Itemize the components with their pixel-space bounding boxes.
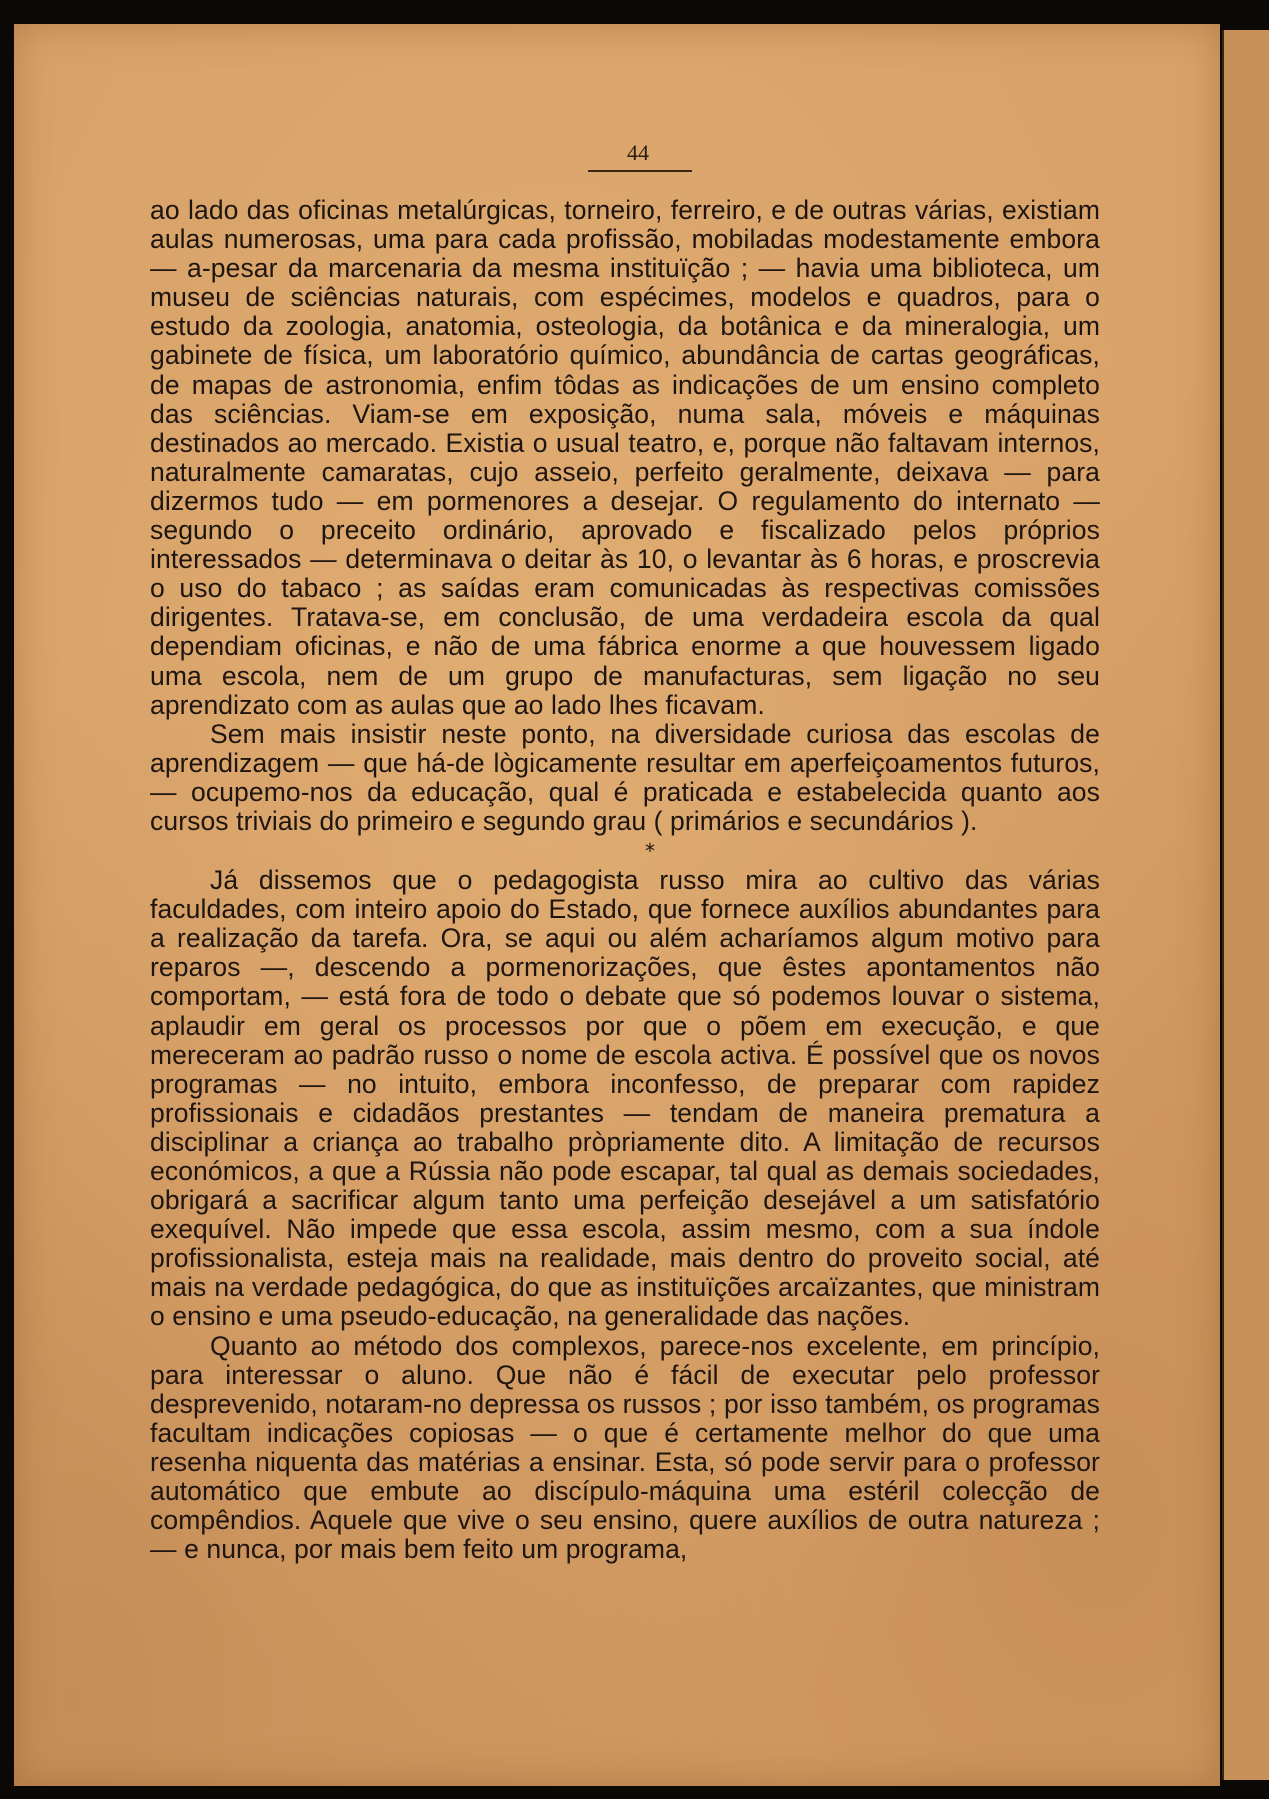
adjacent-page-edge <box>1222 30 1269 1780</box>
page-number-rule <box>588 170 692 172</box>
page-number: 44 <box>627 140 649 165</box>
body-text <box>150 196 1100 1564</box>
section-divider-asterisk: * <box>644 839 656 864</box>
paragraph-1: ao lado das oficinas metalúrgicas, torneiro, ferreiro, e de outras várias, existiam aulas numerosas, uma para cada profissão, mobiladas modestamente embora — a-pesar da marcenaria da mesma instituïção ; — havia uma biblioteca, um museu de sciências naturais, com espécimes, modelos e quadros, para o estudo da zoologia, anatomia, osteologia, da botânica e da mineralogia, um gabinete de física, um laboratório químico, abundância de cartas geográficas, de mapas de astronomia, enfim tôdas as indicações de um ensino completo das sciências. Viam-se em exposição, numa sala, móveis e máquinas destinados ao mercado. Existia o usual teatro, e, porque não faltavam internos, naturalmente camaratas, cujo asseio, perfeito geralmente, deixava — para dizermos tudo — em pormenores a desejar. O regulamento do internato — segundo o preceito ordinário, aprovado e fiscalizado pelos próprios interessados — determinava o deitar às 10, o levantar às 6 horas, e proscrevia o uso do tabaco ; as saídas eram comunicadas às respectivas comissões dirigentes. Tratava-se, em conclusão, de uma verdadeira escola da qual dependiam oficinas, e não de uma fábrica enorme a que houvessem ligado uma escola, nem de um grupo de manufacturas, sem ligação no seu aprendizato com as aulas que ao lado lhes ficavam. <box>150 195 1100 720</box>
paragraph-4: Quanto ao método dos complexos, parece-nos excelente, em princípio, para interessar o aluno. Que não é fácil de executar pelo professor desprevenido, notaram-no depressa os russos ; por isso também, os programas facultam indicações copiosas — o que é certamente melhor do que uma resenha niquenta das matérias a ensinar. Esta, só pode servir para o professor automático que embute ao discípulo-máquina uma estéril colecção de compêndios. Aquele que vive o seu ensino, quere auxílios de outra natureza ; — e nunca, por mais bem feito um programa, <box>150 1330 1100 1565</box>
paragraph-3: Já dissemos que o pedagogista russo mira ao cultivo das várias faculdades, com inteiro apoio do Estado, que fornece auxílios abundantes para a realização da tarefa. Ora, se aqui ou além acharíamos algum motivo para reparos —, descendo a pormenorizações, que êstes apontamentos não comportam, — está fora de todo o debate que só podemos louvar o sistema, aplaudir em geral os processos por que o põem em execução, e que mereceram ao padrão russo o nome de escola activa. É possível que os novos programas — no intuito, embora inconfesso, de preparar com rapidez profissionais e cidadãos prestantes — tendam de maneira prematura a disciplinar a criança ao trabalho pròpriamente dito. A limitação de recursos económicos, a que a Rússia não pode escapar, tal qual as demais sociedades, obrigará a sacrificar algum tanto uma perfeição desejável a um satisfatório exequível. Não impede que essa escola, assim mesmo, com a sua índole profissionalista, esteja mais na realidade, mais dentro do proveito social, até mais na verdade pedagógica, do que as instituïções arcaïzantes, que ministram o ensino e uma pseudo-educação, na generalidade das nações. <box>150 865 1100 1332</box>
paragraph-2: Sem mais insistir neste ponto, na diversidade curiosa das escolas de aprendizagem — que há-de lògicamente resultar em aperfeiçoamentos futuros, — ocupemo-nos da educação, qual é praticada e estabelecida quanto aos cursos triviais do primeiro e segundo grau ( primários e secundários ). <box>150 718 1100 836</box>
